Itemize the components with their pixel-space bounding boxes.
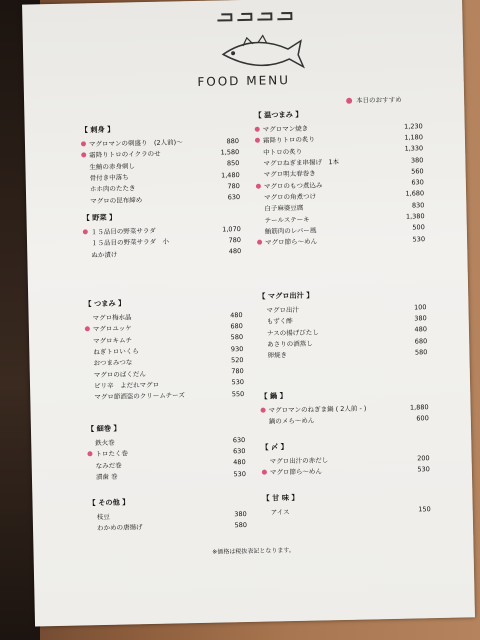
menu-item-name: マグロ節酒盗のクリームチーズ: [94, 391, 185, 402]
menu-item: [259, 346, 427, 361]
menu-item-price: 1,580: [220, 148, 240, 157]
menu-item-name: 枝豆: [96, 513, 110, 522]
menu-item-price: 780: [227, 181, 240, 191]
menu-item-price: 850: [226, 159, 240, 168]
menu-item-price: 1,380: [405, 212, 425, 221]
menu-item-price: 100: [413, 302, 427, 312]
menu-item-price: 150: [418, 504, 431, 514]
menu-item: [262, 463, 430, 478]
menu-item-name: おつまみつな: [93, 358, 133, 368]
menu-item-price: 500: [412, 223, 425, 232]
section-sonota: [88, 495, 247, 534]
menu-item-name: マグロの角煮つけ: [264, 192, 317, 202]
menu-item-price: 1,070: [222, 224, 241, 234]
section-header: 【 温つまみ 】: [254, 109, 303, 120]
menu-item-price: 680: [230, 321, 243, 331]
menu-item-name: マグロのもつ煮込み: [263, 180, 323, 191]
section-header: 【 つまみ 】: [84, 298, 126, 309]
recommend-dot-icon: [81, 141, 86, 146]
section-nabe: [260, 388, 429, 427]
menu-item-name: マグロマンの刺盛り (2人前)〜: [88, 138, 183, 149]
menu-item-name: ねぎトロいくら: [93, 347, 139, 357]
recommend-dot-icon: [85, 327, 90, 332]
recommend-dot-icon: [255, 138, 260, 143]
menu-item-name: １５品目の野菜サラダ: [90, 226, 156, 237]
legend-label: 本日のおすすめ: [356, 95, 402, 105]
recommend-dot-icon: [256, 183, 261, 188]
menu-item-name: なみだ巻: [95, 461, 122, 470]
menu-item-price: 630: [232, 435, 246, 444]
section-header: 【 鍋 】: [260, 391, 287, 401]
recommend-dot-icon: [87, 452, 92, 457]
section-header: 【 甘 味 】: [262, 492, 299, 503]
menu-item-name: 骨付き中落ち: [89, 173, 129, 183]
recommend-dot-icon: [261, 408, 266, 413]
menu-item-price: 780: [228, 236, 242, 245]
menu-item-price: 580: [230, 333, 244, 342]
menu-item-name: アイス: [270, 508, 290, 517]
menu-item-name: マグロマン焼き: [262, 124, 309, 134]
menu-item-price: 630: [232, 446, 246, 456]
section-shime: [261, 439, 430, 478]
menu-item-name: マグロの昆布締め: [90, 195, 143, 205]
menu-item-price: 780: [231, 367, 244, 376]
section-tsumami: [84, 296, 244, 403]
menu-item-price: 1,880: [409, 402, 429, 412]
menu-item-price: 880: [226, 136, 240, 145]
menu-item-name: あさりの酒蒸し: [267, 339, 313, 349]
menu-item: [89, 519, 247, 534]
menu-item-name: ナスの揚げびたし: [266, 328, 319, 338]
menu-item-name: 白子麻婆豆腐: [264, 203, 304, 213]
menu-item-price: 830: [411, 200, 425, 210]
menu-item-price: 560: [411, 167, 424, 176]
menu-item-name: 霜降りトロのイクラのせ: [89, 150, 161, 160]
menu-item-name: 中トロの炙り: [263, 147, 303, 157]
tuna-logo-icon: [202, 5, 313, 77]
menu-item-name: 霜降りトロの炙り: [262, 135, 316, 146]
menu-item-name: 生鮪の赤身刺し: [89, 162, 136, 171]
menu-item-price: 530: [417, 465, 430, 474]
recommend-dot-icon: [257, 240, 262, 245]
menu-item-price: 1,480: [220, 170, 240, 180]
menu-item-name: ピリ辛 よだれマグロ: [93, 380, 160, 391]
menu-item: [86, 388, 244, 403]
menu-item-price: 630: [411, 178, 424, 187]
section-header: 【 その他 】: [88, 497, 130, 508]
section-header: 【 マグロ出汁 】: [258, 290, 314, 301]
menu-item-price: 480: [230, 310, 243, 319]
menu-item: [261, 412, 429, 427]
menu-item-price: 1,180: [404, 133, 423, 142]
menu-item: [88, 468, 246, 483]
menu-item-price: 550: [231, 389, 245, 399]
menu-item: [82, 192, 240, 207]
section-makimono: [87, 421, 246, 482]
menu-item-name: 漬歯 巻: [95, 472, 118, 482]
section-dashijiru: [258, 288, 427, 361]
menu-item-name: 鍋のメら〜めん: [268, 417, 315, 426]
menu-item-price: 580: [414, 348, 428, 357]
menu-item-name: マグロねぎま串揚げ 1本: [263, 158, 340, 168]
menu-item-price: 380: [234, 509, 247, 518]
menu-item-price: 580: [234, 520, 248, 530]
section-yasai: [82, 210, 241, 260]
menu-item-price: 1,680: [405, 189, 425, 199]
menu-item-name: マグロ明太春巻き: [263, 169, 316, 179]
menu-item-name: ホホ肉のたたき: [89, 184, 136, 194]
menu-item-name: トロたく巻: [95, 449, 129, 459]
section-sashimi: [81, 122, 241, 206]
menu-item-price: 480: [414, 325, 428, 334]
menu-item-price: 1,230: [403, 121, 423, 131]
menu-item-name: マグロ出汁: [266, 306, 300, 315]
menu-title: FOOD MENU: [197, 73, 291, 89]
menu-item-name: もずく酢: [266, 317, 293, 326]
menu-item-price: 380: [414, 314, 427, 323]
menu-item-name: 鉄火巻: [95, 438, 115, 448]
menu-item-price: 480: [233, 458, 246, 467]
section-header: 【 野菜 】: [82, 212, 117, 223]
menu-item-name: わかめの唐揚げ: [96, 523, 143, 533]
menu-item-price: 630: [227, 193, 241, 202]
menu-item-price: 930: [230, 344, 244, 353]
recommend-dot-icon: [346, 98, 352, 104]
menu-item-name: テールステーキ: [264, 215, 310, 225]
menu-item-name: マグロ節ら〜めん: [265, 237, 318, 247]
section-header: 【 〆 】: [261, 442, 289, 452]
menu-item-price: 680: [414, 336, 428, 345]
menu-item-name: マグロ節ら〜めん: [269, 467, 322, 477]
menu-item-price: 530: [412, 234, 426, 244]
menu-item-name: マグロ出汁の赤だし: [269, 456, 329, 466]
menu-item-name: マグロのばくだん: [93, 369, 146, 379]
recommend-dot-icon: [81, 153, 86, 158]
menu-item-price: 480: [228, 247, 242, 256]
menu-item: [263, 503, 431, 518]
menu-item-name: マグロユッケ: [92, 324, 132, 334]
menu-item-price: 380: [410, 155, 424, 165]
section-amami: [262, 490, 430, 518]
recommend-legend: [346, 95, 402, 105]
tax-note: ※価格は税抜表記となります。: [212, 547, 295, 556]
section-header: 【 細巻 】: [86, 423, 121, 434]
menu-item-price: 1,330: [404, 144, 424, 153]
menu-item-name: マグロキムチ: [93, 336, 132, 345]
menu-item-name: 鮪筋肉のレバー風: [264, 226, 317, 236]
section-header: 【 刺身 】: [80, 124, 115, 135]
menu-item-price: 530: [231, 378, 245, 387]
recommend-dot-icon: [255, 127, 260, 132]
menu-item-price: 600: [416, 414, 429, 423]
menu-item-name: 卵焼き: [267, 351, 288, 360]
menu-sheet: [22, 0, 475, 626]
menu-item-name: １５品目の野菜サラダ 小: [90, 238, 170, 248]
menu-item: [83, 246, 241, 261]
menu-item: [257, 233, 425, 248]
menu-item-name: マグロ梅水晶: [92, 313, 132, 323]
section-atsumami: [254, 107, 425, 248]
recommend-dot-icon: [262, 470, 267, 475]
menu-item-price: 520: [231, 355, 244, 365]
menu-item-name: マグロマンのねぎま鍋 ( 2人前 - ): [268, 404, 367, 415]
menu-item-price: 530: [233, 469, 247, 478]
recommend-dot-icon: [83, 229, 88, 234]
menu-item-price: 200: [417, 453, 430, 463]
menu-item-name: ぬか漬け: [91, 250, 118, 259]
